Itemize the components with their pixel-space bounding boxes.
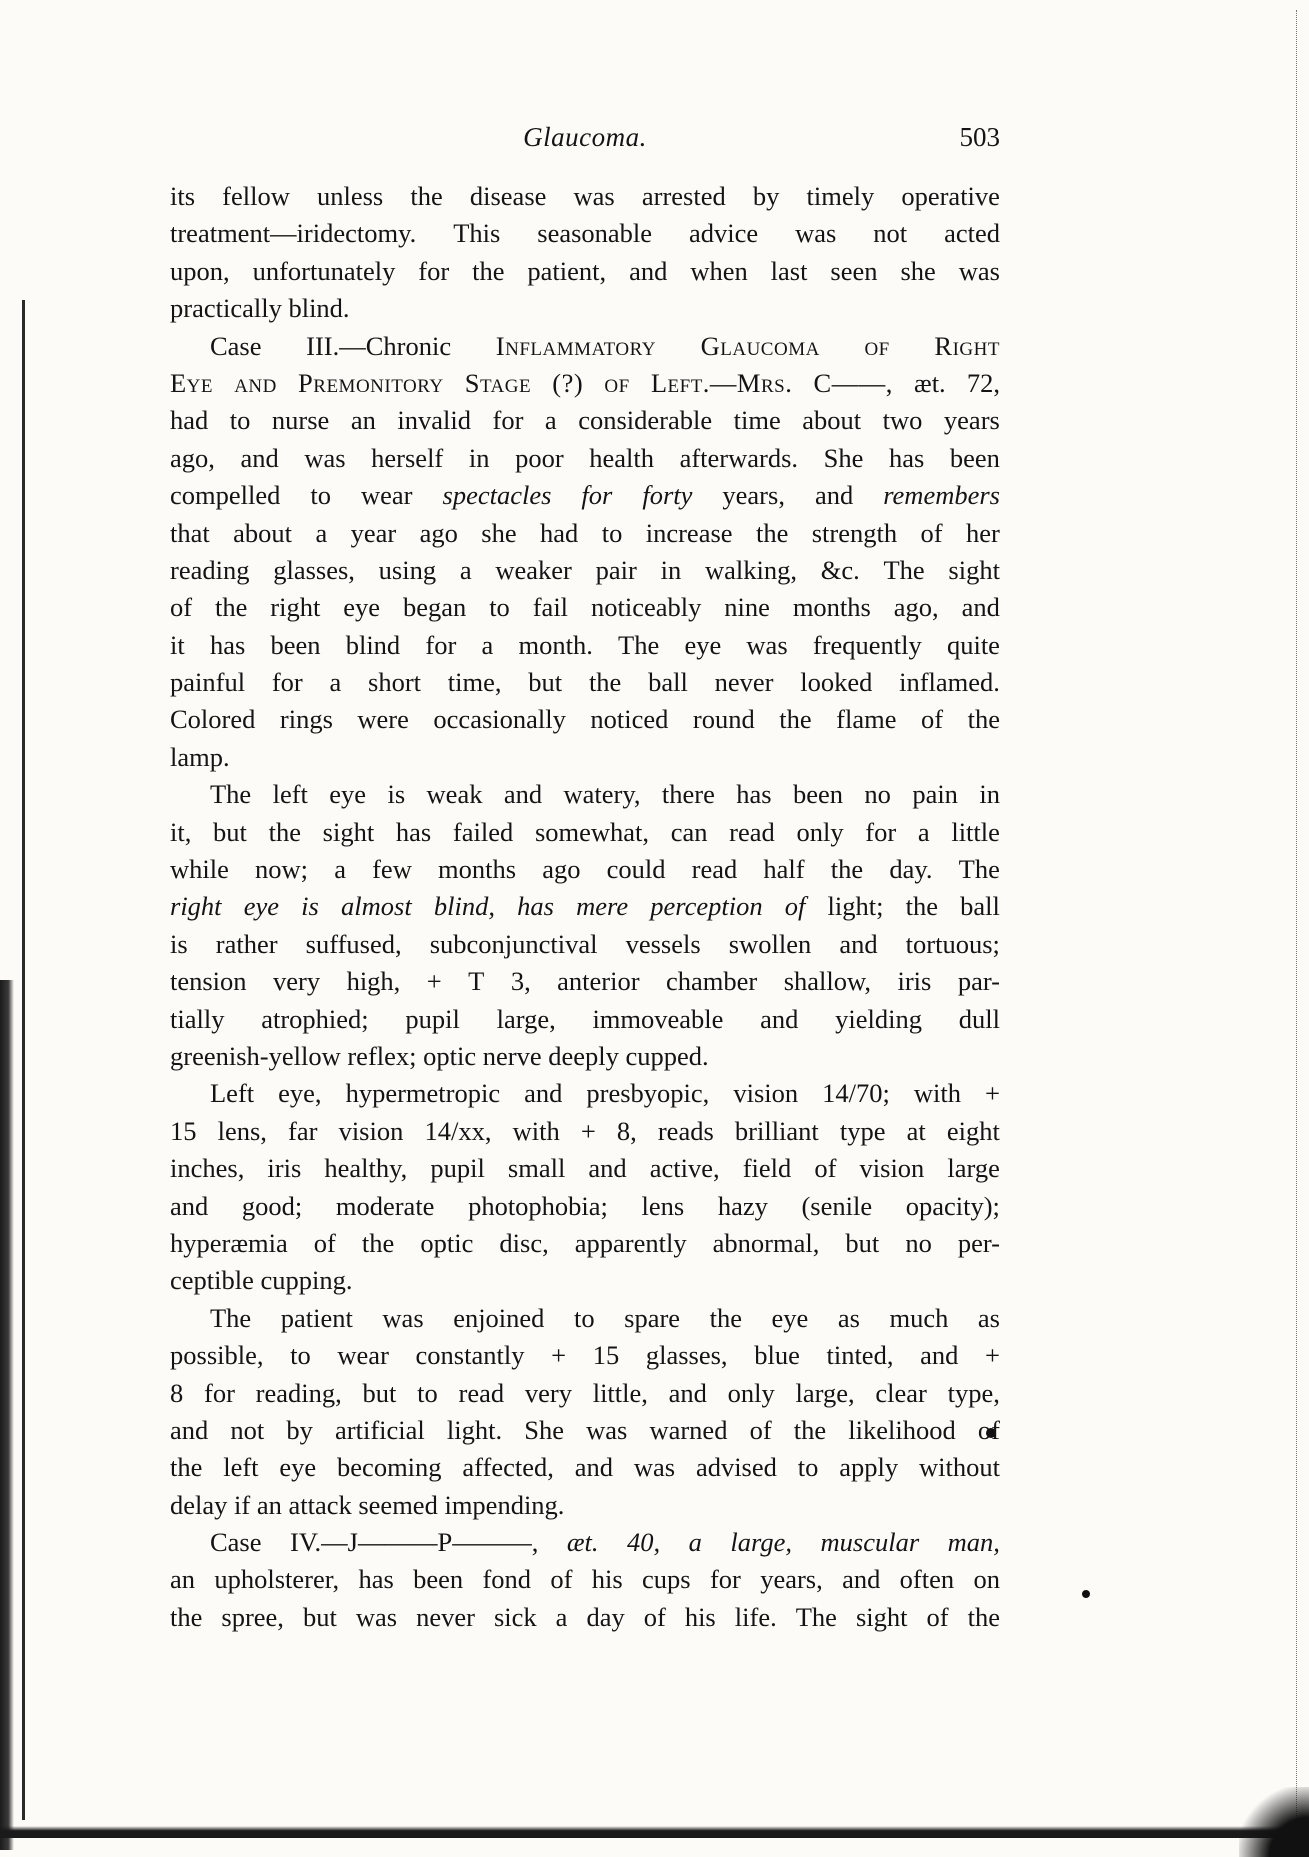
text-line: delay if an attack seemed impending.	[170, 1489, 565, 1520]
page-corner-shadow	[1239, 1787, 1309, 1857]
right-margin-specks	[1226, 10, 1297, 1830]
text-line: 15 lens, far vision 14/xx, with + 8, reads brilliant type at eight	[170, 1115, 1000, 1146]
text-line: the spree, but was never sick a day of his life. The sight of the	[170, 1601, 1000, 1632]
running-header	[170, 122, 1000, 162]
text-line: Left eye, hypermetropic and presbyopic, vision 14/70; with +	[210, 1078, 1000, 1109]
text-line: it has been blind for a month. The eye was frequently quite	[170, 629, 1000, 660]
page-bottom-edge	[0, 1826, 1309, 1838]
text-line: 8 for reading, but to read very little, and only large, clear type,	[170, 1377, 1000, 1408]
text-line: compelled to wear spectacles for forty years, and remembers	[170, 480, 1000, 511]
body-text	[170, 178, 1000, 1636]
text-line: upon, unfortunately for the patient, and when last seen she was	[170, 255, 1000, 286]
text-line: hyperæmia of the optic disc, apparently abnormal, but no per-	[170, 1227, 1000, 1258]
text-line: reading glasses, using a weaker pair in walking, &c. The sight	[170, 554, 1000, 585]
text-line: and not by artificial light. She was warned of the likelihood of	[170, 1414, 1000, 1445]
text-line: lamp.	[170, 741, 230, 772]
text-line: the left eye becoming affected, and was advised to apply without	[170, 1452, 1000, 1483]
page-number: 503	[959, 122, 1000, 152]
text-line: possible, to wear constantly + 15 glasses, blue tinted, and +	[170, 1340, 1000, 1371]
text-line: while now; a few months ago could read half the day. The	[170, 854, 1000, 885]
text-line: ago, and was herself in poor health afterwards. She has been	[170, 442, 1000, 473]
text-line: and good; moderate photophobia; lens hazy (senile opacity);	[170, 1190, 1000, 1221]
text-line: Eye and Premonitory Stage (?) of Left.—Mrs. C——, æt. 72,	[170, 367, 1000, 398]
text-line: greenish-yellow reflex; optic nerve deeply cupped.	[170, 1040, 709, 1071]
page-gutter-line	[22, 300, 25, 1820]
text-line: that about a year ago she had to increase the strength of her	[170, 517, 1000, 548]
text-line: inches, iris healthy, pupil small and active, field of vision large	[170, 1153, 1000, 1184]
binding-shadow	[0, 980, 14, 1850]
ink-speck	[1082, 1590, 1090, 1598]
text-line: its fellow unless the disease was arrested by timely operative	[170, 181, 1000, 211]
text-line: is rather suffused, subconjunctival vessels swollen and tortuous;	[170, 928, 1000, 959]
text-line: of the right eye began to fail noticeably nine months ago, and	[170, 592, 1000, 623]
text-line: an upholsterer, has been fond of his cups for years, and often on	[170, 1564, 1000, 1595]
text-line: tially atrophied; pupil large, immoveable and yielding dull	[170, 1003, 1000, 1034]
text-line: ceptible cupping.	[170, 1265, 353, 1296]
text-line: painful for a short time, but the ball never looked inflamed.	[170, 667, 1000, 698]
text-line: it, but the sight has failed somewhat, can read only for a little	[170, 816, 1000, 847]
text-line: The left eye is weak and watery, there has been no pain in	[210, 779, 1000, 810]
running-title: Glaucoma.	[523, 122, 647, 152]
text-line: The patient was enjoined to spare the eye as much as	[210, 1302, 1000, 1333]
text-line: treatment—iridectomy. This seasonable advice was not acted	[170, 218, 1000, 249]
text-line: Case IV.—J———P———, æt. 40, a large, muscular man,	[210, 1527, 1000, 1558]
text-line: tension very high, + T 3, anterior chamber shallow, iris par-	[170, 966, 1000, 997]
text-line: right eye is almost blind, has mere perception of light; the ball	[170, 891, 1000, 922]
text-line: Case III.—Chronic Inflammatory Glaucoma of Right	[210, 330, 1000, 361]
text-line: practically blind.	[170, 293, 350, 324]
text-line: Colored rings were occasionally noticed round the flame of the	[170, 704, 1000, 735]
text-line: had to nurse an invalid for a considerable time about two years	[170, 405, 1000, 436]
